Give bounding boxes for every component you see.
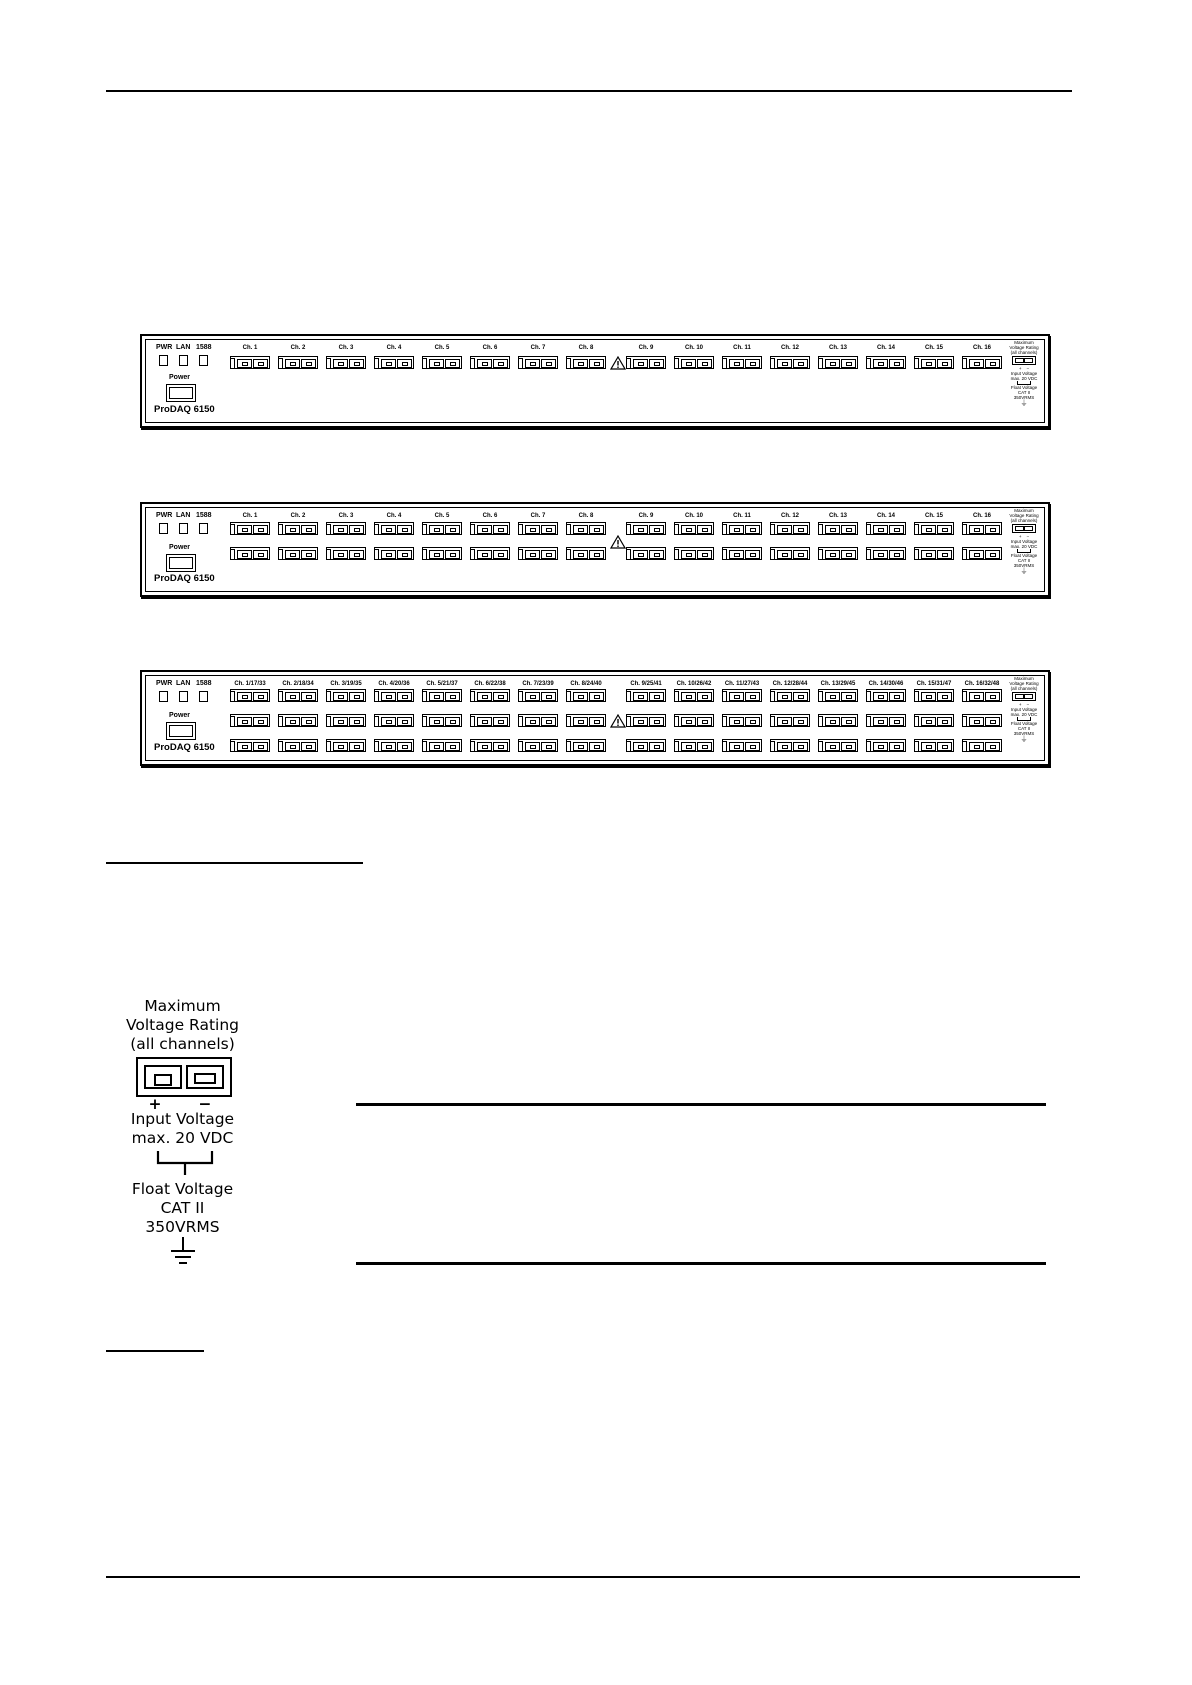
- channel-connector: [230, 689, 270, 702]
- led-indicator: [199, 691, 208, 702]
- channel-connector: [326, 689, 366, 702]
- channel-connector: [230, 739, 270, 752]
- power-button[interactable]: [166, 554, 196, 572]
- mini-connector: [1012, 356, 1036, 365]
- channel-connector: [866, 689, 906, 702]
- channel-connector: [818, 689, 858, 702]
- channel-connector: [914, 739, 954, 752]
- channel-label: Ch. 12/28/44: [772, 681, 808, 687]
- channel-connector: [278, 356, 318, 369]
- channel-connector: [470, 547, 510, 560]
- channel-connector: [818, 547, 858, 560]
- channel-connector: [626, 714, 666, 727]
- channel-connector: [566, 522, 606, 535]
- channel-connector: [326, 547, 366, 560]
- warning-triangle-icon: [610, 356, 626, 370]
- front-panel-48ch: [140, 670, 1050, 766]
- channel-connector: [626, 356, 666, 369]
- channel-connector: [818, 739, 858, 752]
- ground-icon: [167, 1237, 199, 1267]
- channel-label: Ch. 2: [290, 513, 306, 519]
- mini-float-line: CAT II: [1017, 390, 1031, 395]
- mini-float-line: Float Voltage: [1010, 721, 1038, 726]
- channel-connector: [518, 714, 558, 727]
- channel-label: Ch. 1: [242, 513, 258, 519]
- channel-connector: [674, 547, 714, 560]
- channel-connector: [674, 522, 714, 535]
- channel-connector: [566, 689, 606, 702]
- led-label-1588: 1588: [196, 512, 212, 519]
- channel-connector: [518, 739, 558, 752]
- footer-rule: [106, 1576, 1080, 1578]
- led-indicator: [179, 355, 188, 366]
- led-label-pwr: PWR: [156, 680, 173, 687]
- channel-connector: [326, 714, 366, 727]
- channel-connector: [374, 739, 414, 752]
- rating-title-line: (all channels): [1010, 518, 1038, 523]
- channel-connector: [722, 739, 762, 752]
- channel-connector: [278, 522, 318, 535]
- channel-connector: [230, 547, 270, 560]
- channel-connector: [722, 356, 762, 369]
- led-indicator: [199, 355, 208, 366]
- mini-input-line: max. 20 VDC: [1010, 712, 1038, 717]
- rating-title-line: Maximum: [1014, 340, 1034, 345]
- channel-connector: [566, 547, 606, 560]
- bracket-icon: [155, 1151, 215, 1177]
- channel-connector: [962, 522, 1002, 535]
- power-label: Power: [169, 712, 191, 719]
- channel-connector: [326, 522, 366, 535]
- channel-connector: [422, 739, 462, 752]
- led-indicator: [179, 691, 188, 702]
- channel-label: Ch. 15: [924, 345, 943, 351]
- rating-title-line: Voltage Rating: [1009, 345, 1039, 350]
- channel-label: Ch. 14/30/46: [868, 681, 904, 687]
- minus-sign: −: [198, 1095, 212, 1113]
- channel-connector: [722, 689, 762, 702]
- rating-title-line: (all channels): [1010, 686, 1038, 691]
- mini-float-line: CAT II: [1017, 726, 1031, 731]
- channel-connector: [770, 739, 810, 752]
- channel-connector: [722, 714, 762, 727]
- channel-label: Ch. 6: [482, 513, 498, 519]
- model-name: ProDAQ 6150: [154, 404, 215, 415]
- channel-connector: [566, 739, 606, 752]
- channel-label: Ch. 15: [924, 513, 943, 519]
- model-name: ProDAQ 6150: [154, 573, 215, 584]
- channel-connector: [770, 547, 810, 560]
- channel-connector: [722, 547, 762, 560]
- mini-voltage-rating: [1006, 508, 1042, 575]
- float-voltage-text: Float Voltage CAT II 350VRMS: [131, 1180, 234, 1236]
- channel-connector: [278, 689, 318, 702]
- channel-label: Ch. 13: [828, 513, 847, 519]
- channel-connector: [674, 739, 714, 752]
- mini-ground-icon: ⏚: [1020, 568, 1028, 575]
- channel-connector: [674, 356, 714, 369]
- channel-connector: [374, 714, 414, 727]
- channel-connector: [470, 739, 510, 752]
- rating-title-line: (all channels): [1010, 350, 1038, 355]
- mini-polarity: + −: [1018, 702, 1030, 707]
- channel-connector: [866, 522, 906, 535]
- front-panel-32ch: [140, 502, 1050, 597]
- channel-connector: [722, 522, 762, 535]
- channel-connector: [374, 547, 414, 560]
- channel-connector: [674, 689, 714, 702]
- rating-title-line: Voltage Rating: [1009, 681, 1039, 686]
- channel-label: Ch. 11: [733, 345, 751, 351]
- channel-connector: [866, 547, 906, 560]
- channel-label: Ch. 14: [876, 513, 895, 519]
- channel-label: Ch. 13: [828, 345, 847, 351]
- channel-connector: [470, 522, 510, 535]
- channel-label: Ch. 1/17/33: [234, 681, 266, 687]
- channel-connector: [914, 714, 954, 727]
- channel-label: Ch. 5: [434, 345, 450, 351]
- input-voltage-text: Input Voltage max. 20 VDC: [130, 1110, 235, 1147]
- mini-input-line: max. 20 VDC: [1010, 376, 1038, 381]
- channel-connector: [770, 689, 810, 702]
- channel-connector: [518, 689, 558, 702]
- led-label-lan: LAN: [176, 680, 191, 687]
- channel-connector: [422, 714, 462, 727]
- channel-connector: [866, 356, 906, 369]
- channel-connector: [962, 739, 1002, 752]
- channel-connector: [422, 522, 462, 535]
- mini-float-line: Float Voltage: [1010, 385, 1038, 390]
- led-indicator: [199, 523, 208, 534]
- channel-connector: [626, 689, 666, 702]
- mini-float-line: CAT II: [1017, 558, 1031, 563]
- channel-connector: [518, 356, 558, 369]
- channel-label: Ch. 3: [338, 345, 354, 351]
- channel-connector: [566, 356, 606, 369]
- channel-connector: [770, 522, 810, 535]
- channel-label: Ch. 3/19/35: [330, 681, 362, 687]
- mini-connector: [1012, 524, 1036, 533]
- channel-label: Ch. 12: [780, 345, 799, 351]
- mini-input-line: Input Voltage: [1010, 707, 1038, 712]
- channel-connector: [962, 714, 1002, 727]
- mini-float-line: 350VRMS: [1013, 731, 1035, 736]
- mini-polarity: + −: [1018, 534, 1030, 539]
- channel-connector: [818, 522, 858, 535]
- channel-connector: [566, 714, 606, 727]
- channel-label: Ch. 3: [338, 513, 354, 519]
- channel-connector: [470, 689, 510, 702]
- led-indicator: [159, 691, 168, 702]
- channel-connector: [326, 739, 366, 752]
- channel-label: Ch. 16: [972, 513, 991, 519]
- section-underline-1: [106, 862, 363, 864]
- channel-label: Ch. 11/27/43: [724, 681, 760, 687]
- channel-label: Ch. 4: [386, 513, 402, 519]
- channel-connector: [866, 739, 906, 752]
- channel-connector: [962, 547, 1002, 560]
- channel-connector: [818, 714, 858, 727]
- channel-label: Ch. 16: [972, 345, 991, 351]
- mini-float-line: 350VRMS: [1013, 395, 1035, 400]
- power-button[interactable]: [166, 384, 196, 402]
- mini-connector: [1012, 692, 1036, 701]
- led-indicator: [159, 523, 168, 534]
- section-underline-2: [106, 1350, 204, 1352]
- channel-connector: [914, 689, 954, 702]
- rating-title-line: Maximum: [1014, 508, 1034, 513]
- channel-connector: [518, 522, 558, 535]
- mini-input-line: Input Voltage: [1010, 371, 1038, 376]
- channel-label: Ch. 7: [530, 345, 546, 351]
- channel-connector: [374, 689, 414, 702]
- rating-title-line: Maximum: [1014, 676, 1034, 681]
- channel-label: Ch. 12: [780, 513, 799, 519]
- model-name: ProDAQ 6150: [154, 742, 215, 753]
- mini-input-line: Input Voltage: [1010, 539, 1038, 544]
- callout-rule-bottom: [356, 1262, 1046, 1265]
- power-button[interactable]: [166, 722, 196, 740]
- led-label-pwr: PWR: [156, 512, 173, 519]
- led-label-1588: 1588: [196, 680, 212, 687]
- channel-connector: [422, 356, 462, 369]
- channel-connector: [470, 356, 510, 369]
- header-rule: [106, 90, 1072, 92]
- channel-label: Ch. 10: [684, 513, 703, 519]
- mini-float-line: Float Voltage: [1010, 553, 1038, 558]
- channel-connector: [866, 714, 906, 727]
- channel-label: Ch. 5: [434, 513, 450, 519]
- channel-label: Ch. 8/24/40: [570, 681, 602, 687]
- mini-ground-icon: ⏚: [1020, 400, 1028, 407]
- power-label: Power: [169, 544, 191, 551]
- channel-label: Ch. 7: [530, 513, 546, 519]
- channel-connector: [422, 547, 462, 560]
- channel-label: Ch. 2/18/34: [282, 681, 314, 687]
- channel-label: Ch. 13/29/45: [820, 681, 856, 687]
- channel-connector: [470, 714, 510, 727]
- channel-connector: [278, 547, 318, 560]
- rating-connector: [136, 1057, 232, 1097]
- mini-voltage-rating: [1006, 340, 1042, 407]
- channel-connector: [626, 739, 666, 752]
- mini-input-line: max. 20 VDC: [1010, 544, 1038, 549]
- channel-label: Ch. 8: [578, 345, 594, 351]
- mini-float-line: 350VRMS: [1013, 563, 1035, 568]
- channel-label: Ch. 11: [733, 513, 751, 519]
- voltage-rating-label: [110, 995, 255, 1275]
- channel-label: Ch. 4: [386, 345, 402, 351]
- channel-connector: [626, 522, 666, 535]
- channel-connector: [230, 522, 270, 535]
- channel-connector: [770, 714, 810, 727]
- channel-connector: [278, 714, 318, 727]
- channel-label: Ch. 2: [290, 345, 306, 351]
- led-indicator: [179, 523, 188, 534]
- callout-rule-top: [356, 1103, 1046, 1106]
- rating-title: Maximum Voltage Rating (all channels): [125, 997, 240, 1053]
- channel-connector: [674, 714, 714, 727]
- channel-connector: [914, 356, 954, 369]
- channel-connector: [770, 356, 810, 369]
- channel-label: Ch. 5/21/37: [426, 681, 458, 687]
- channel-connector: [230, 356, 270, 369]
- warning-triangle-icon: [610, 535, 626, 549]
- channel-label: Ch. 10: [684, 345, 703, 351]
- channel-label: Ch. 6/22/38: [474, 681, 506, 687]
- power-label: Power: [169, 374, 191, 381]
- rating-title-line: Voltage Rating: [1009, 513, 1039, 518]
- channel-label: Ch. 14: [876, 345, 895, 351]
- channel-label: Ch. 9: [638, 513, 654, 519]
- channel-connector: [278, 739, 318, 752]
- channel-label: Ch. 8: [578, 513, 594, 519]
- channel-connector: [374, 356, 414, 369]
- channel-label: Ch. 4/20/36: [378, 681, 410, 687]
- channel-connector: [914, 522, 954, 535]
- channel-connector: [962, 356, 1002, 369]
- led-label-1588: 1588: [196, 344, 212, 351]
- channel-connector: [818, 356, 858, 369]
- led-label-lan: LAN: [176, 512, 191, 519]
- channel-label: Ch. 10/26/42: [676, 681, 712, 687]
- front-panel-16ch: [140, 334, 1050, 428]
- channel-label: Ch. 9/25/41: [630, 681, 662, 687]
- channel-connector: [914, 547, 954, 560]
- channel-connector: [962, 689, 1002, 702]
- led-indicator: [159, 355, 168, 366]
- mini-voltage-rating: [1006, 676, 1042, 743]
- channel-label: Ch. 16/32/48: [964, 681, 1000, 687]
- channel-label: Ch. 9: [638, 345, 654, 351]
- plus-sign: +: [148, 1095, 162, 1113]
- channel-connector: [422, 689, 462, 702]
- mini-ground-icon: ⏚: [1020, 736, 1028, 743]
- channel-label: Ch. 7/23/39: [522, 681, 554, 687]
- led-label-lan: LAN: [176, 344, 191, 351]
- channel-label: Ch. 6: [482, 345, 498, 351]
- warning-triangle-icon: [610, 714, 626, 728]
- channel-connector: [326, 356, 366, 369]
- channel-connector: [374, 522, 414, 535]
- led-label-pwr: PWR: [156, 344, 173, 351]
- channel-label: Ch. 15/31/47: [916, 681, 952, 687]
- channel-connector: [230, 714, 270, 727]
- channel-label: Ch. 1: [242, 345, 258, 351]
- channel-connector: [626, 547, 666, 560]
- channel-connector: [518, 547, 558, 560]
- mini-polarity: + −: [1018, 366, 1030, 371]
